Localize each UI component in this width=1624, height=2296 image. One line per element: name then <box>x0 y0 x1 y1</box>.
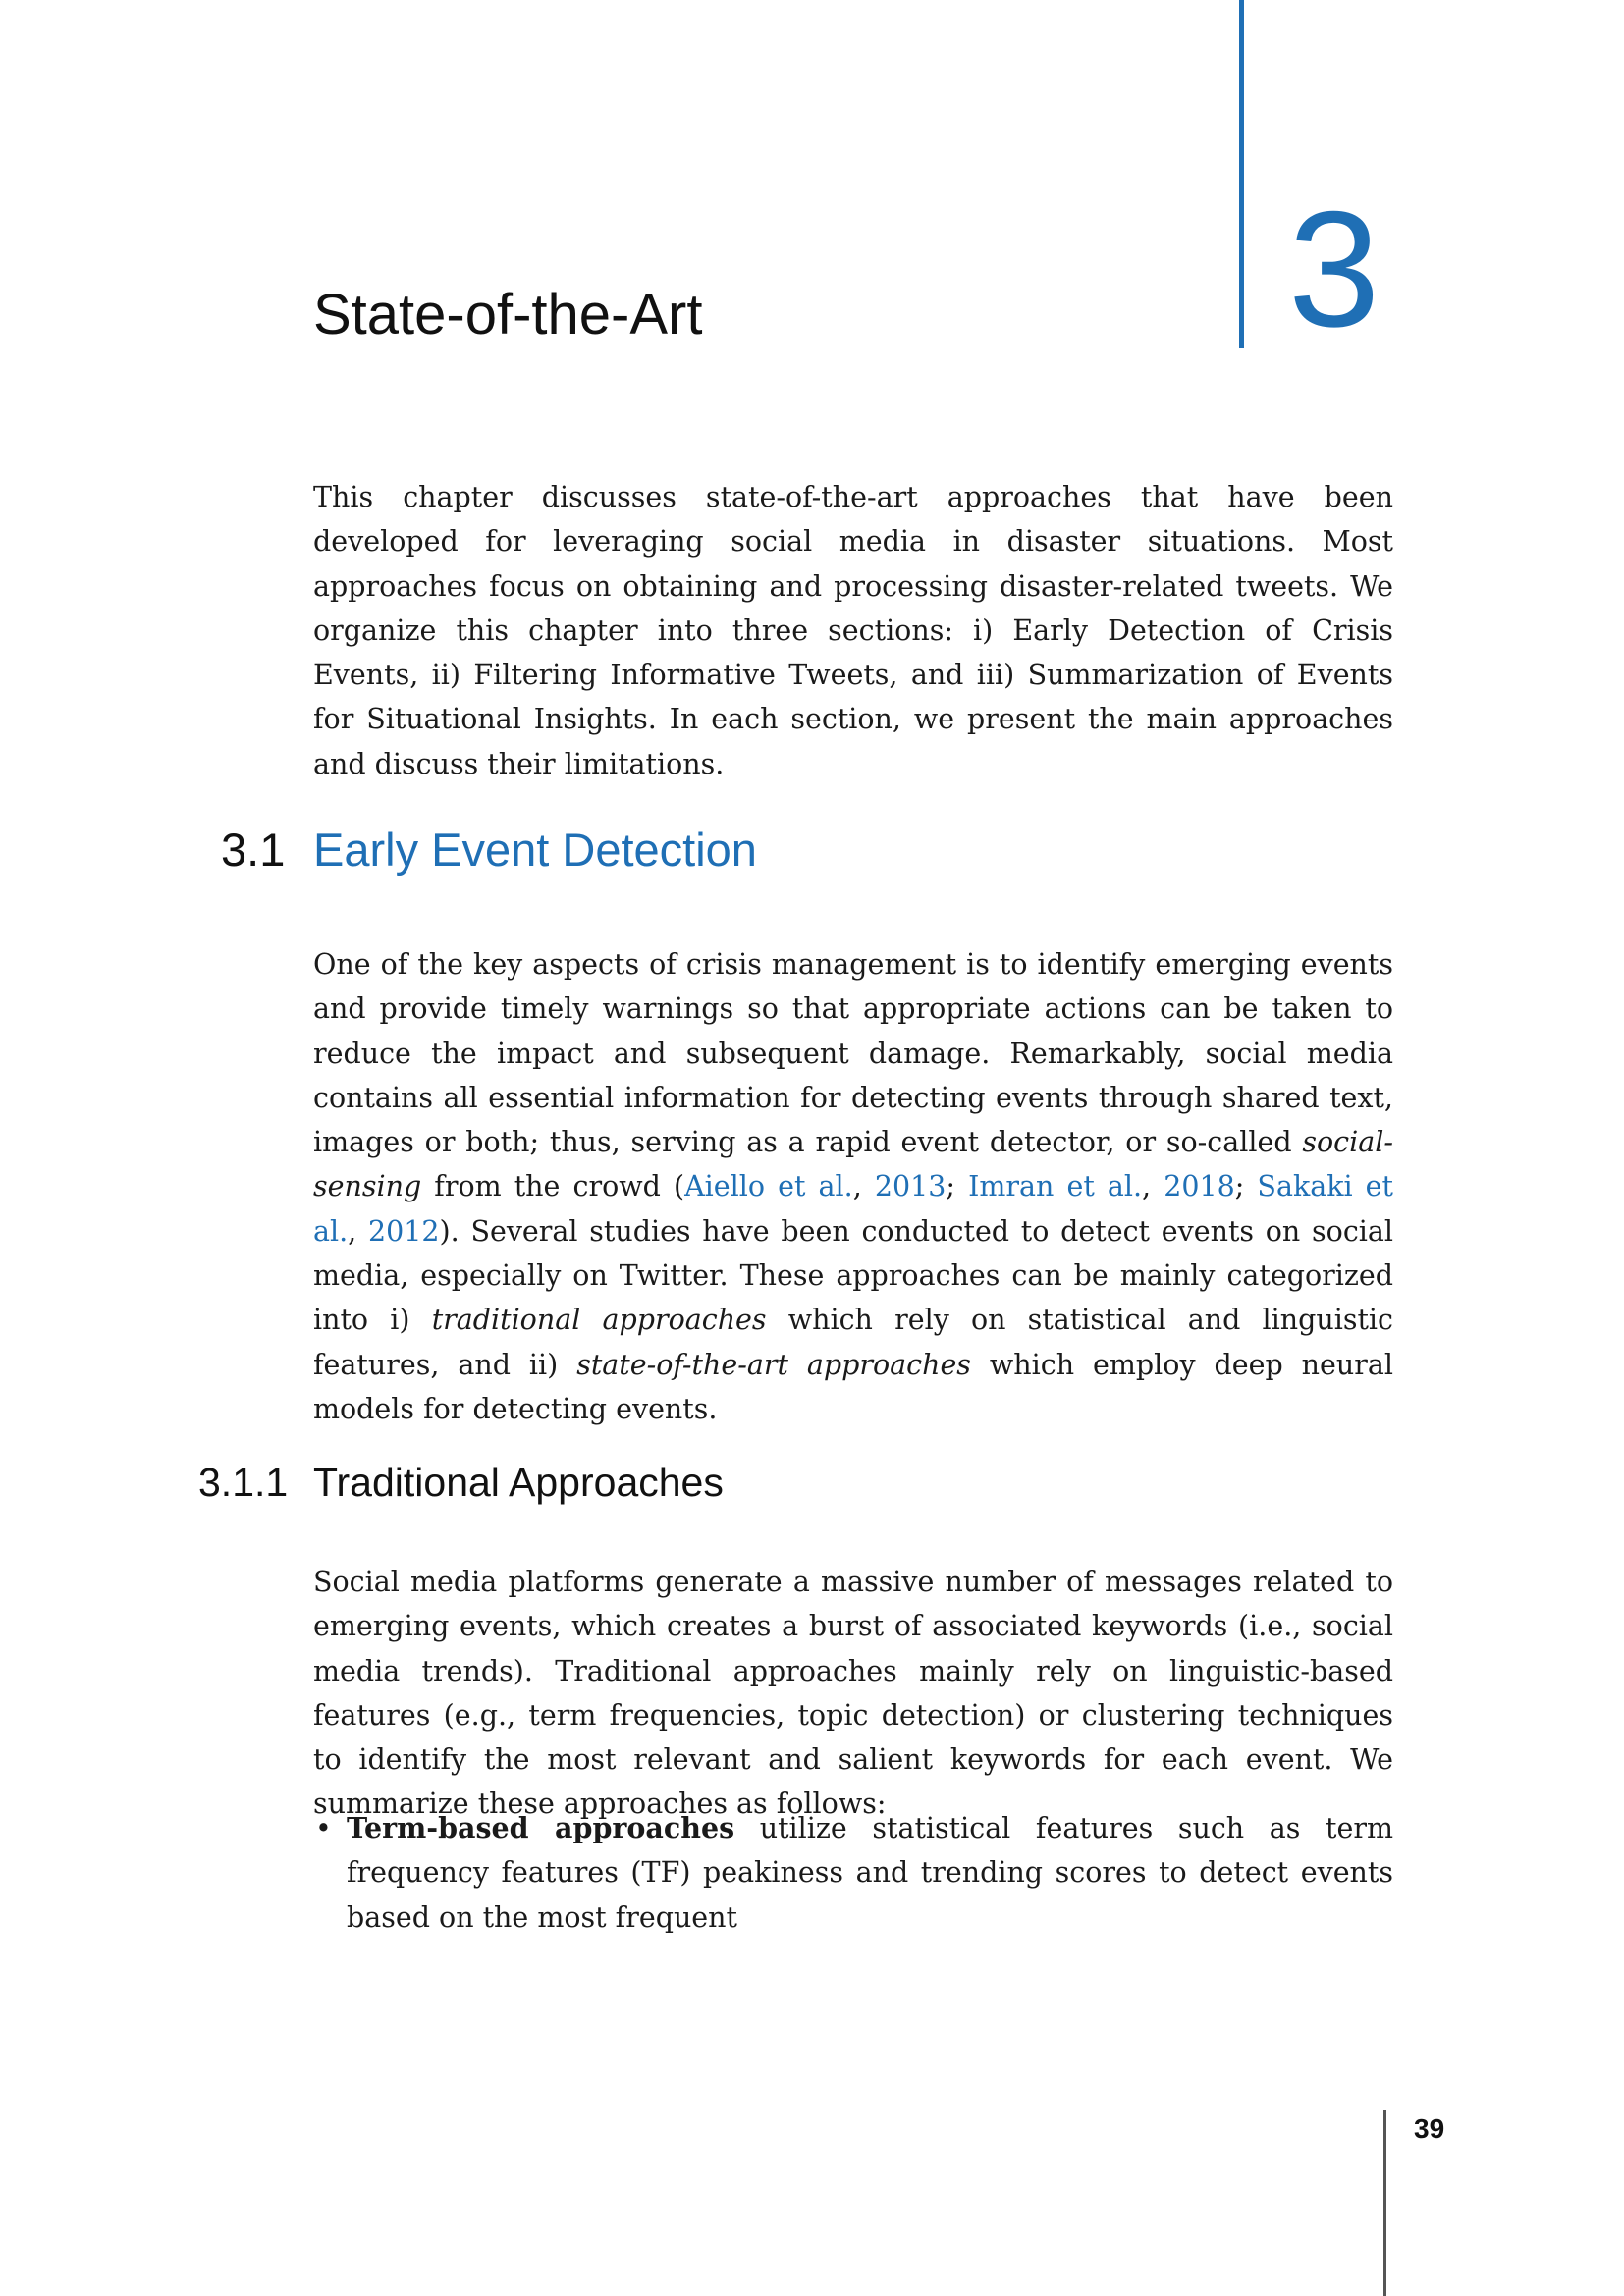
citation-link-imran-author[interactable]: Imran et al. <box>968 1170 1143 1203</box>
chapter-rule <box>1239 0 1244 348</box>
section-paragraph <box>313 942 1393 1431</box>
citation-link-aiello-year[interactable]: 2013 <box>874 1170 947 1203</box>
text-run: , <box>348 1214 368 1248</box>
chapter-number: 3 <box>1288 177 1380 361</box>
page-number: 39 <box>1414 2113 1445 2144</box>
text-run: ; <box>1234 1170 1258 1203</box>
citation-link-imran-year[interactable]: 2018 <box>1164 1170 1235 1203</box>
intro-paragraph: This chapter discusses state-of-the-art approaches that have been developed for leveraging social media in disaster situations. Most approaches focus on obtaining and processing disaster-related tweets. We organize this chapter into three sections: i) Early Detection of Crisis Events, ii) Filtering Informative Tweets, and iii) Summarization of Events for Situational Insights. In each section, we present the main approaches and discuss their limitations. <box>313 481 1393 780</box>
text-run: which rely on statistical and linguistic features, and ii) <box>313 1304 1393 1381</box>
text-run: , <box>852 1170 875 1203</box>
bullet-list <box>313 1806 1393 1940</box>
citation-link-sakaki-author[interactable]: Sakaki et al. <box>313 1170 1393 1248</box>
italic-term: social-sensing <box>313 1126 1393 1203</box>
text-run: from the crowd ( <box>421 1170 685 1203</box>
text-run: , <box>1142 1170 1164 1203</box>
subsection-paragraph: Social media platforms generate a massive number of messages related to emerging events, which creates a burst of associated keywords (i.e., social media trends). Traditional approaches mainly rely on linguistic-based features (e.g., term frequencies, topic detection) or clustering techniques to identify the most relevant and salient keywords for each event. We summarize these approaches as follows: <box>313 1566 1393 1821</box>
section-heading <box>221 823 757 878</box>
citation-link-aiello-author[interactable]: Aiello et al. <box>684 1170 853 1203</box>
footer-rule <box>1383 2110 1386 2296</box>
bullet-text: utilize statistical features such as term frequency features (TF) peakiness and trending scores to detect events based on the most frequent <box>347 1812 1393 1934</box>
bullet-bold-term: Term-based approaches <box>347 1811 735 1844</box>
subsection-title: Traditional Approaches <box>313 1460 724 1505</box>
bullet-marker: • <box>315 1812 332 1844</box>
italic-term: traditional approaches <box>431 1304 767 1337</box>
chapter-title: State-of-the-Art <box>313 283 703 347</box>
text-run: One of the key aspects of crisis management is to identify emerging events and provide timely warnings so that appropriate actions can be taken to reduce the impact and subsequent damage. Remarkably, social media contains all essential information for detecting events through shared text, images or both; thus, serving as a rapid event detector, or so-called <box>313 948 1393 1159</box>
subsection-heading <box>198 1458 724 1507</box>
subsection-number: 3.1.1 <box>198 1460 289 1505</box>
section-title: Early Event Detection <box>313 824 757 876</box>
list-item <box>313 1806 1393 1940</box>
text-run: which employ deep neural models for detecting events. <box>313 1348 1393 1425</box>
text-run: ). Several studies have been conducted to detect events on social media, especially on Twitter. These approaches can be mainly categorized into i) <box>313 1214 1393 1337</box>
text-run: ; <box>946 1170 969 1203</box>
section-number: 3.1 <box>221 824 286 876</box>
citation-link-sakaki-year[interactable]: 2012 <box>367 1214 440 1248</box>
italic-term: state-of-the-art approaches <box>576 1348 971 1381</box>
